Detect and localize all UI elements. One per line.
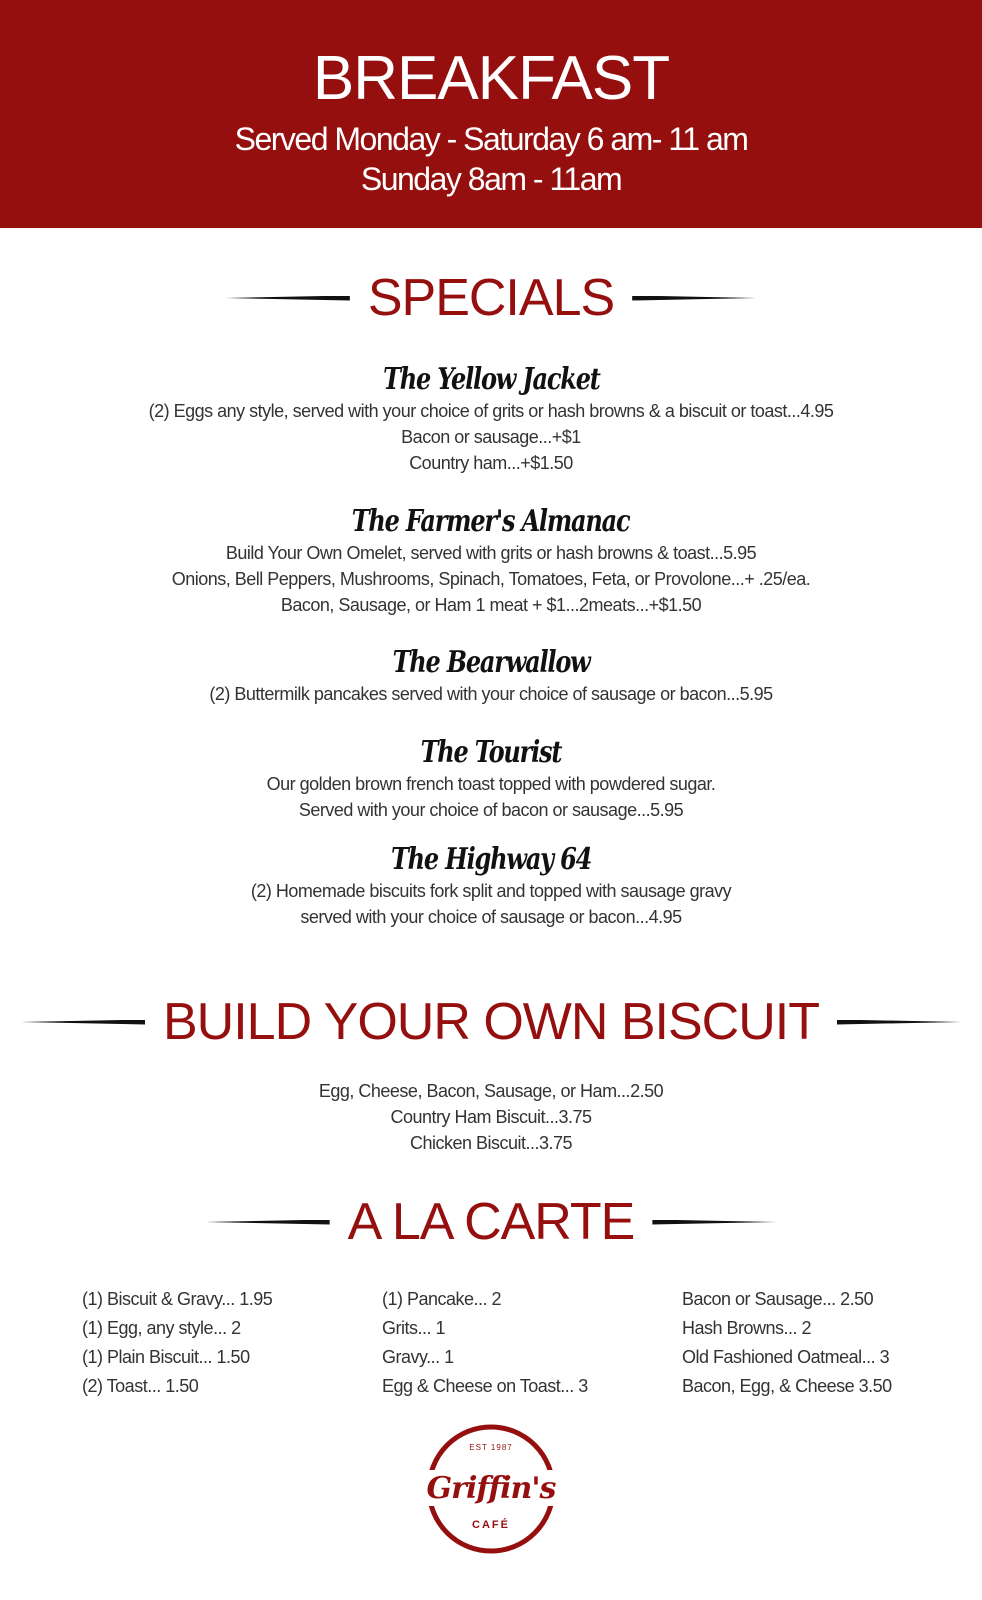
- special-line: Our golden brown french toast topped with powdered sugar.: [266, 774, 716, 794]
- biscuit-list: [0, 1078, 982, 1156]
- griffins-cafe-logo: [424, 1422, 558, 1556]
- biscuit-title: BUILD YOUR OWN BISCUIT: [162, 993, 819, 1051]
- header-banner: [0, 0, 982, 228]
- special-name: The Farmer's Almanac: [352, 504, 630, 539]
- carte-column-1: [82, 1285, 272, 1401]
- special-item: [0, 842, 982, 930]
- specials-title: SPECIALS: [367, 269, 615, 327]
- carte-item: Hash Browns... 2: [682, 1318, 812, 1338]
- divider-left: [226, 296, 350, 301]
- hours-sunday: Sunday 8am - 11am: [360, 161, 622, 197]
- carte-item: (1) Biscuit & Gravy... 1.95: [82, 1289, 273, 1309]
- special-item: [0, 504, 982, 618]
- special-line: (2) Buttermilk pancakes served with your choice of sausage or bacon...5.95: [209, 684, 773, 704]
- biscuit-line: Chicken Biscuit...3.75: [409, 1133, 573, 1153]
- special-line: Bacon or sausage...+$1: [401, 427, 581, 447]
- special-item: [0, 645, 982, 707]
- carte-item: Egg & Cheese on Toast... 3: [382, 1376, 588, 1396]
- page-title: BREAKFAST: [312, 44, 670, 113]
- divider-right: [837, 1020, 961, 1025]
- biscuit-line: Country Ham Biscuit...3.75: [390, 1107, 592, 1127]
- carte-item: (1) Plain Biscuit... 1.50: [82, 1347, 250, 1367]
- biscuit-heading: [0, 992, 982, 1052]
- special-line: served with your choice of sausage or bacon...4.95: [300, 907, 682, 927]
- special-item: [0, 735, 982, 823]
- divider-right: [632, 296, 756, 301]
- special-name: The Tourist: [420, 735, 562, 770]
- carte-heading: [0, 1192, 982, 1252]
- special-line: Bacon, Sausage, or Ham 1 meat + $1...2meats...+$1.50: [280, 595, 702, 615]
- divider-left: [206, 1220, 330, 1225]
- special-item: [0, 362, 982, 476]
- special-line: Onions, Bell Peppers, Mushrooms, Spinach, Tomatoes, Feta, or Provolone...+ .25/ea.: [171, 569, 811, 589]
- logo-est: EST 1987: [469, 1443, 513, 1452]
- special-line: Build Your Own Omelet, served with grits or hash browns & toast...5.95: [225, 543, 757, 563]
- carte-item: Grits... 1: [382, 1318, 446, 1338]
- specials-heading: [0, 268, 982, 328]
- special-name: The Bearwallow: [392, 645, 590, 680]
- logo-sub: CAFÉ: [472, 1519, 510, 1531]
- special-name: The Yellow Jacket: [382, 362, 600, 397]
- special-line: Served with your choice of bacon or sausage...5.95: [298, 800, 684, 820]
- special-line: (2) Homemade biscuits fork split and topped with sausage gravy: [250, 881, 732, 901]
- carte-item: (1) Egg, any style... 2: [82, 1318, 241, 1338]
- carte-title: A LA CARTE: [347, 1193, 635, 1251]
- carte-item: Gravy... 1: [382, 1347, 454, 1367]
- divider-left: [21, 1020, 145, 1025]
- special-line: (2) Eggs any style, served with your choice of grits or hash browns & a biscuit or toast...4.95: [148, 401, 834, 421]
- carte-item: (2) Toast... 1.50: [82, 1376, 199, 1396]
- special-name: The Highway 64: [390, 842, 592, 877]
- biscuit-line: Egg, Cheese, Bacon, Sausage, or Ham...2.50: [318, 1081, 664, 1101]
- carte-column-3: [682, 1285, 892, 1401]
- special-line: Country ham...+$1.50: [409, 453, 573, 473]
- carte-item: Bacon or Sausage... 2.50: [682, 1289, 874, 1309]
- carte-item: Old Fashioned Oatmeal... 3: [682, 1347, 890, 1367]
- carte-column-2: [382, 1285, 588, 1401]
- logo-name: Griffin's: [426, 1471, 556, 1506]
- divider-right: [652, 1220, 776, 1225]
- carte-item: (1) Pancake... 2: [382, 1289, 502, 1309]
- hours-weekday: Served Monday - Saturday 6 am- 11 am: [234, 121, 748, 157]
- carte-item: Bacon, Egg, & Cheese 3.50: [682, 1376, 892, 1396]
